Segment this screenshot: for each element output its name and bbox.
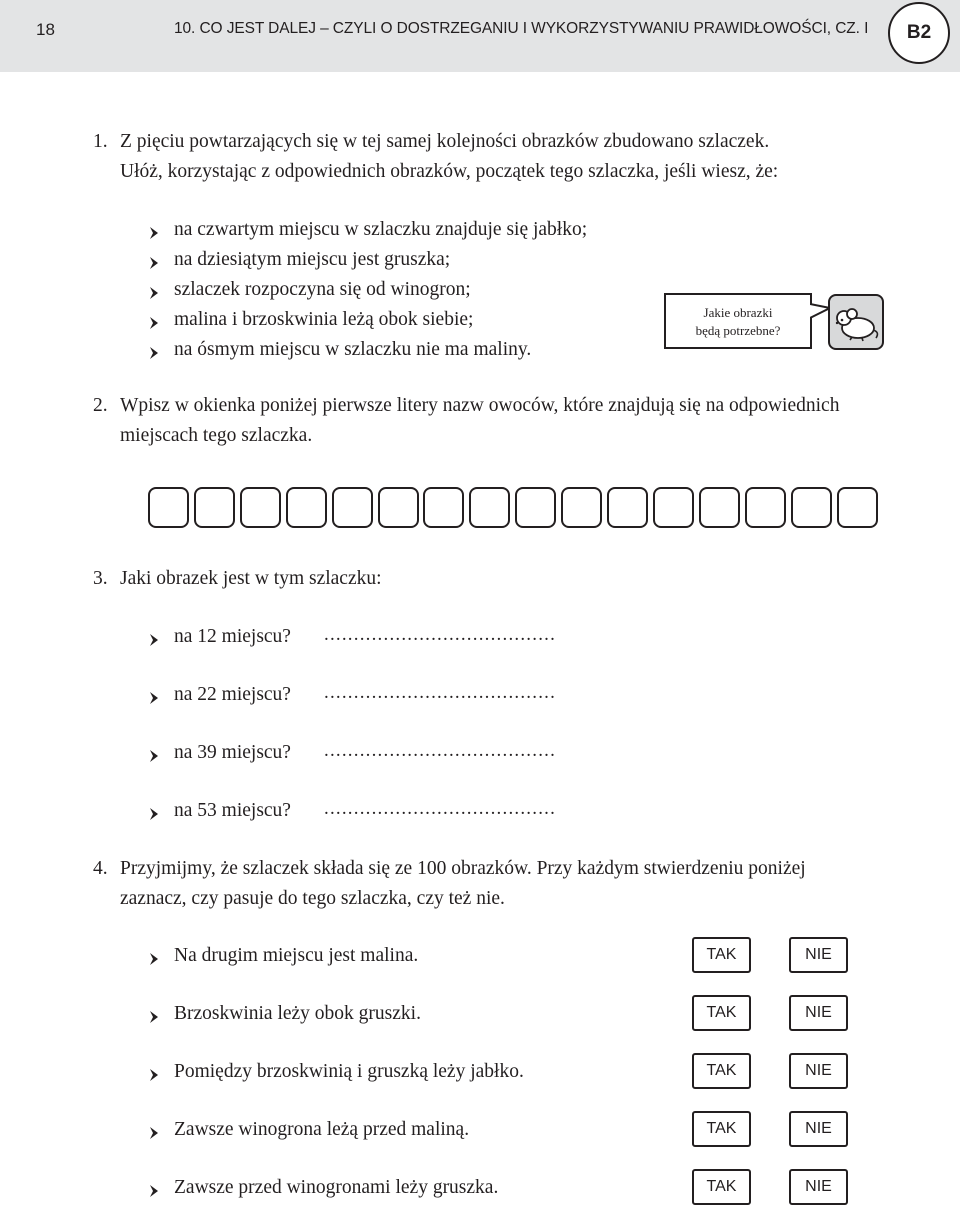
answer-cell[interactable] xyxy=(699,487,740,528)
task4-statement: Zawsze przed winogronami leży gruszka. xyxy=(174,1177,499,1198)
nie-button[interactable]: NIE xyxy=(789,937,848,973)
task1-bullet: na dziesiątym miejscu jest gruszka; xyxy=(174,249,451,270)
task1-instruction-line1: Z pięciu powtarzających się w tej samej kolejności obrazków zbudowano szlaczek. xyxy=(120,131,770,152)
task4-statement: Zawsze winogrona leżą przed maliną. xyxy=(174,1119,470,1140)
answer-cell[interactable] xyxy=(240,487,281,528)
bullet-arrow-icon xyxy=(148,691,160,705)
answer-cell[interactable] xyxy=(423,487,464,528)
nie-button[interactable]: NIE xyxy=(789,1169,848,1205)
task2-instruction-line2: miejscach tego szlaczka. xyxy=(120,425,313,446)
task1-bullet: malina i brzoskwinia leżą obok siebie; xyxy=(174,309,474,330)
nie-button[interactable]: NIE xyxy=(789,1053,848,1089)
answer-cell[interactable] xyxy=(837,487,878,528)
answer-cell[interactable] xyxy=(378,487,419,528)
task1-bullet: na czwartym miejscu w szlaczku znajduje się jabłko; xyxy=(174,219,588,240)
answer-cell[interactable] xyxy=(194,487,235,528)
chapter-title: 10. CO JEST DALEJ – CZYLI O DOSTRZEGANIU I WYKORZYSTYWANIU PRAWIDŁOWOŚCI, CZ. I xyxy=(174,20,869,37)
task4-statement: Brzoskwinia leży obok gruszki. xyxy=(174,1003,421,1024)
answer-cell[interactable] xyxy=(469,487,510,528)
answer-line[interactable]: ....................................... xyxy=(324,624,557,645)
task1-instruction-line2: Ułóż, korzystając z odpowiednich obrazków, początek tego szlaczka, jeśli wiesz, że: xyxy=(120,161,779,182)
bullet-arrow-icon xyxy=(148,1010,160,1024)
nie-button[interactable]: NIE xyxy=(789,1111,848,1147)
answer-cell[interactable] xyxy=(148,487,189,528)
bullet-arrow-icon xyxy=(148,316,160,330)
tak-button[interactable]: TAK xyxy=(692,1111,751,1147)
bullet-arrow-icon xyxy=(148,226,160,240)
task3-question: na 53 miejscu? xyxy=(174,800,291,821)
bullet-arrow-icon xyxy=(148,1068,160,1082)
bullet-arrow-icon xyxy=(148,256,160,270)
answer-cell[interactable] xyxy=(653,487,694,528)
page-header xyxy=(0,0,960,72)
answer-cell[interactable] xyxy=(286,487,327,528)
task2-instruction-line1: Wpisz w okienka poniżej pierwsze litery nazw owoców, które znajdują się na odpowiednich xyxy=(120,395,840,416)
answer-line[interactable]: ....................................... xyxy=(324,682,557,703)
answer-cell[interactable] xyxy=(561,487,602,528)
bullet-arrow-icon xyxy=(148,807,160,821)
tak-button[interactable]: TAK xyxy=(692,995,751,1031)
bullet-arrow-icon xyxy=(148,1126,160,1140)
answer-cell[interactable] xyxy=(515,487,556,528)
answer-line[interactable]: ....................................... xyxy=(324,798,557,819)
level-badge: B2 xyxy=(888,2,950,64)
task4-instruction-line2: zaznacz, czy pasuje do tego szlaczka, czy też nie. xyxy=(120,888,505,909)
task1-number: 1. xyxy=(93,131,108,152)
task1-bullet: szlaczek rozpoczyna się od winogron; xyxy=(174,279,471,300)
answer-cell[interactable] xyxy=(607,487,648,528)
answer-cell[interactable] xyxy=(791,487,832,528)
task3-question: na 12 miejscu? xyxy=(174,626,291,647)
hint-text-line2: będą potrzebne? xyxy=(695,323,781,338)
bullet-arrow-icon xyxy=(148,346,160,360)
task3-number: 3. xyxy=(93,568,108,589)
bullet-arrow-icon xyxy=(148,952,160,966)
task3-question: na 22 miejscu? xyxy=(174,684,291,705)
tak-button[interactable]: TAK xyxy=(692,1169,751,1205)
task4-number: 4. xyxy=(93,858,108,879)
bullet-arrow-icon xyxy=(148,1184,160,1198)
page-number: 18 xyxy=(36,20,55,39)
hint-text-line1: Jakie obrazki xyxy=(703,305,773,320)
bullet-arrow-icon xyxy=(148,633,160,647)
task4-instruction-line1: Przyjmijmy, że szlaczek składa się ze 100 obrazków. Przy każdym stwierdzeniu poniżej xyxy=(120,858,806,879)
nie-button[interactable]: NIE xyxy=(789,995,848,1031)
task3-title: Jaki obrazek jest w tym szlaczku: xyxy=(120,568,382,589)
mouse-icon xyxy=(828,294,884,350)
task3-question: na 39 miejscu? xyxy=(174,742,291,763)
hint-speech-bubble xyxy=(664,293,812,349)
task2-number: 2. xyxy=(93,395,108,416)
tak-button[interactable]: TAK xyxy=(692,937,751,973)
answer-cell[interactable] xyxy=(332,487,373,528)
bullet-arrow-icon xyxy=(148,286,160,300)
task1-bullet: na ósmym miejscu w szlaczku nie ma maliny. xyxy=(174,339,532,360)
task4-statement: Na drugim miejscu jest malina. xyxy=(174,945,419,966)
tak-button[interactable]: TAK xyxy=(692,1053,751,1089)
bullet-arrow-icon xyxy=(148,749,160,763)
answer-cell[interactable] xyxy=(745,487,786,528)
answer-line[interactable]: ....................................... xyxy=(324,740,557,761)
task4-statement: Pomiędzy brzoskwinią i gruszką leży jabłko. xyxy=(174,1061,524,1082)
